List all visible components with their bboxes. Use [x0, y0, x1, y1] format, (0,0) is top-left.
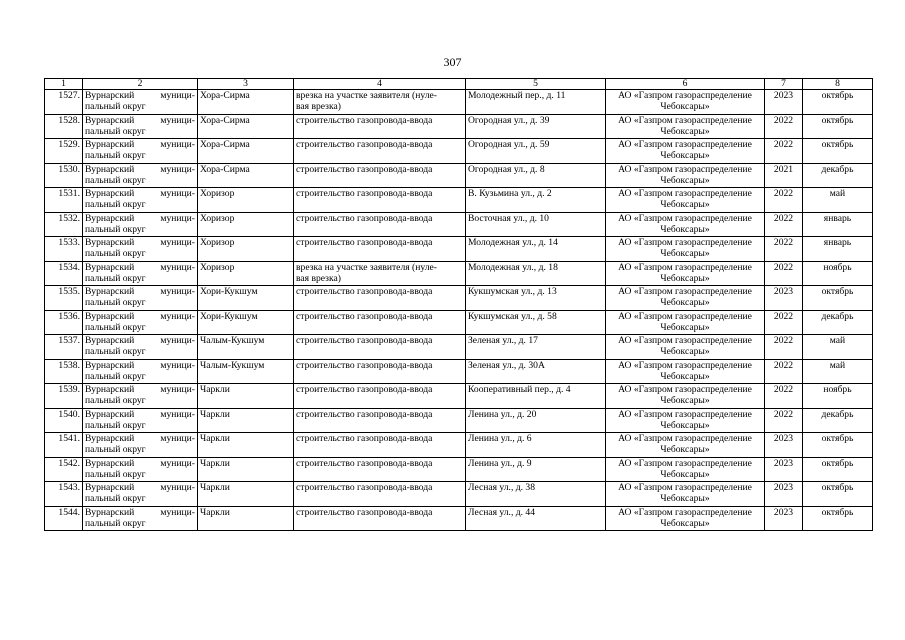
organization-cell: [606, 139, 765, 164]
work-type-line: строительство газопровода-ввода: [296, 506, 433, 518]
district-word: муници-: [160, 90, 195, 101]
table-row: [45, 90, 873, 115]
district-word: Вурнарский: [85, 384, 135, 395]
address-cell: Молодежная ул., д. 14: [466, 237, 606, 262]
year-cell: 2022: [765, 188, 803, 213]
organization-line: АО «Газпром газораспределение: [618, 114, 752, 126]
organization-line: АО «Газпром газораспределение: [618, 384, 752, 395]
work-type-cell: [294, 139, 466, 164]
work-type-cell: [294, 237, 466, 262]
district-word: муници-: [160, 310, 195, 322]
month-cell: ноябрь: [803, 384, 873, 409]
month-cell: декабрь: [803, 310, 873, 335]
month-cell: ноябрь: [803, 261, 873, 286]
locality-cell: Чаркли: [198, 506, 294, 531]
organization-line: АО «Газпром газораспределение: [618, 482, 752, 493]
organization-line: АО «Газпром газораспределение: [618, 335, 752, 346]
organization-line: Чебоксары»: [660, 101, 710, 113]
month-cell: декабрь: [803, 408, 873, 433]
organization-cell: [606, 506, 765, 531]
district-word: Вурнарский: [85, 261, 135, 273]
district-word: Вурнарский: [85, 310, 135, 322]
district-cell: [83, 457, 198, 482]
district-word: Вурнарский: [85, 408, 135, 420]
address-cell: Молодежная ул., д. 18: [466, 261, 606, 286]
table-row: [45, 139, 873, 164]
organization-cell: [606, 90, 765, 115]
organization-cell: [606, 359, 765, 384]
organization-cell: [606, 114, 765, 139]
work-type-line: вая врезка): [296, 101, 341, 113]
work-type-line: строительство газопровода-ввода: [296, 310, 433, 322]
district-cell: [83, 359, 198, 384]
district-cell: [83, 310, 198, 335]
table-body: [45, 79, 873, 531]
address-cell: Лесная ул., д. 38: [466, 482, 606, 507]
header-cell: 2: [83, 79, 198, 90]
month-cell: октябрь: [803, 506, 873, 531]
table-row: [45, 237, 873, 262]
organization-cell: [606, 457, 765, 482]
row-number: 1531.: [45, 188, 83, 213]
district-cell: [83, 384, 198, 409]
district-word: Вурнарский: [85, 114, 135, 126]
work-type-cell: [294, 335, 466, 360]
work-type-line: строительство газопровода-ввода: [296, 212, 433, 224]
organization-line: Чебоксары»: [660, 199, 710, 211]
organization-line: Чебоксары»: [660, 223, 710, 235]
month-cell: май: [803, 188, 873, 213]
address-cell: Зеленая ул., д. 30А: [466, 359, 606, 384]
year-cell: 2022: [765, 212, 803, 237]
district-cell: [83, 114, 198, 139]
district-cell: [83, 482, 198, 507]
work-type-cell: [294, 310, 466, 335]
header-cell: 5: [466, 79, 606, 90]
table-row: [45, 163, 873, 188]
district-cell: [83, 139, 198, 164]
work-type-line: строительство газопровода-ввода: [296, 188, 433, 199]
organization-line: Чебоксары»: [660, 346, 710, 358]
work-type-line: строительство газопровода-ввода: [296, 114, 433, 126]
district-line: пальный округ: [85, 125, 146, 137]
work-type-cell: [294, 212, 466, 237]
district-line: пальный округ: [85, 223, 146, 235]
district-cell: [83, 261, 198, 286]
month-cell: октябрь: [803, 482, 873, 507]
table-row: [45, 408, 873, 433]
header-cell: 8: [803, 79, 873, 90]
organization-line: Чебоксары»: [660, 125, 710, 137]
row-number: 1534.: [45, 261, 83, 286]
organization-line: АО «Газпром газораспределение: [618, 188, 752, 199]
table-row: [45, 384, 873, 409]
row-number: 1540.: [45, 408, 83, 433]
district-line: пальный округ: [85, 517, 146, 529]
organization-line: Чебоксары»: [660, 517, 710, 529]
organization-line: АО «Газпром газораспределение: [618, 359, 752, 371]
address-cell: Кукшумская ул., д. 58: [466, 310, 606, 335]
locality-cell: Хора-Сирма: [198, 90, 294, 115]
organization-cell: [606, 335, 765, 360]
organization-line: АО «Газпром газораспределение: [618, 163, 752, 175]
row-number: 1536.: [45, 310, 83, 335]
locality-cell: Чаркли: [198, 408, 294, 433]
month-cell: январь: [803, 212, 873, 237]
district-line: пальный округ: [85, 248, 146, 260]
row-number: 1528.: [45, 114, 83, 139]
month-cell: октябрь: [803, 114, 873, 139]
month-cell: октябрь: [803, 457, 873, 482]
district-word: муници-: [160, 335, 195, 346]
district-line: пальный округ: [85, 493, 146, 505]
district-line: пальный округ: [85, 444, 146, 456]
address-cell: Кукшумская ул., д. 13: [466, 286, 606, 311]
work-type-cell: [294, 433, 466, 458]
table-row: [45, 506, 873, 531]
organization-line: АО «Газпром газораспределение: [618, 212, 752, 224]
district-word: муници-: [160, 286, 195, 297]
address-cell: Кооперативный пер., д. 4: [466, 384, 606, 409]
district-word: муници-: [160, 457, 195, 469]
row-number: 1537.: [45, 335, 83, 360]
organization-cell: [606, 310, 765, 335]
district-line: пальный округ: [85, 297, 146, 309]
locality-cell: Хора-Сирма: [198, 139, 294, 164]
address-cell: В. Кузьмина ул., д. 2: [466, 188, 606, 213]
locality-cell: Хоризор: [198, 212, 294, 237]
work-type-line: строительство газопровода-ввода: [296, 139, 433, 150]
district-word: Вурнарский: [85, 237, 135, 248]
table-row: [45, 433, 873, 458]
organization-cell: [606, 433, 765, 458]
district-line: пальный округ: [85, 468, 146, 480]
organization-cell: [606, 261, 765, 286]
work-type-cell: [294, 114, 466, 139]
district-cell: [83, 188, 198, 213]
address-cell: Ленина ул., д. 20: [466, 408, 606, 433]
district-word: Вурнарский: [85, 433, 135, 444]
address-cell: Лесная ул., д. 44: [466, 506, 606, 531]
year-cell: 2022: [765, 114, 803, 139]
row-number: 1543.: [45, 482, 83, 507]
work-type-cell: [294, 163, 466, 188]
locality-cell: Чаркли: [198, 482, 294, 507]
district-word: Вурнарский: [85, 90, 135, 101]
header-cell: 7: [765, 79, 803, 90]
organization-cell: [606, 163, 765, 188]
work-type-cell: [294, 457, 466, 482]
month-cell: май: [803, 335, 873, 360]
organization-line: Чебоксары»: [660, 321, 710, 333]
organization-line: Чебоксары»: [660, 297, 710, 309]
organization-cell: [606, 482, 765, 507]
locality-cell: Хора-Сирма: [198, 163, 294, 188]
organization-line: АО «Газпром газораспределение: [618, 310, 752, 322]
header-cell: 3: [198, 79, 294, 90]
locality-cell: Хора-Сирма: [198, 114, 294, 139]
month-cell: декабрь: [803, 163, 873, 188]
organization-line: АО «Газпром газораспределение: [618, 408, 752, 420]
address-cell: Зеленая ул., д. 17: [466, 335, 606, 360]
district-cell: [83, 212, 198, 237]
year-cell: 2023: [765, 90, 803, 115]
work-type-cell: [294, 384, 466, 409]
year-cell: 2022: [765, 310, 803, 335]
row-number: 1532.: [45, 212, 83, 237]
district-word: Вурнарский: [85, 139, 135, 150]
locality-cell: Чаркли: [198, 457, 294, 482]
work-type-line: строительство газопровода-ввода: [296, 482, 433, 493]
row-number: 1544.: [45, 506, 83, 531]
organization-line: Чебоксары»: [660, 419, 710, 431]
organization-line: АО «Газпром газораспределение: [618, 433, 752, 444]
year-cell: 2022: [765, 384, 803, 409]
year-cell: 2023: [765, 433, 803, 458]
district-line: пальный округ: [85, 174, 146, 186]
row-number: 1529.: [45, 139, 83, 164]
work-type-cell: [294, 408, 466, 433]
year-cell: 2022: [765, 408, 803, 433]
district-word: муници-: [160, 359, 195, 371]
district-word: Вурнарский: [85, 188, 135, 199]
organization-cell: [606, 408, 765, 433]
organization-line: АО «Газпром газораспределение: [618, 237, 752, 248]
month-cell: октябрь: [803, 139, 873, 164]
row-number: 1538.: [45, 359, 83, 384]
work-type-line: строительство газопровода-ввода: [296, 335, 433, 346]
work-type-cell: [294, 506, 466, 531]
header-cell: 1: [45, 79, 83, 90]
district-line: пальный округ: [85, 370, 146, 382]
work-type-line: строительство газопровода-ввода: [296, 237, 433, 248]
locality-cell: Чаркли: [198, 433, 294, 458]
district-word: Вурнарский: [85, 359, 135, 371]
organization-cell: [606, 384, 765, 409]
district-line: пальный округ: [85, 199, 146, 211]
year-cell: 2022: [765, 139, 803, 164]
organization-cell: [606, 237, 765, 262]
district-cell: [83, 433, 198, 458]
work-type-line: строительство газопровода-ввода: [296, 408, 433, 420]
work-type-line: строительство газопровода-ввода: [296, 457, 433, 469]
organization-line: Чебоксары»: [660, 468, 710, 480]
district-line: пальный округ: [85, 346, 146, 358]
district-word: Вурнарский: [85, 286, 135, 297]
organization-line: АО «Газпром газораспределение: [618, 90, 752, 101]
district-word: Вурнарский: [85, 482, 135, 493]
address-cell: Молодежный пер., д. 11: [466, 90, 606, 115]
table-row: [45, 261, 873, 286]
row-number: 1535.: [45, 286, 83, 311]
organization-line: АО «Газпром газораспределение: [618, 457, 752, 469]
year-cell: 2023: [765, 506, 803, 531]
locality-cell: Хоризор: [198, 261, 294, 286]
table-row: [45, 114, 873, 139]
district-cell: [83, 286, 198, 311]
district-word: Вурнарский: [85, 335, 135, 346]
district-cell: [83, 90, 198, 115]
month-cell: октябрь: [803, 90, 873, 115]
work-type-cell: [294, 359, 466, 384]
work-type-cell: [294, 482, 466, 507]
locality-cell: Чаркли: [198, 384, 294, 409]
row-number: 1530.: [45, 163, 83, 188]
year-cell: 2023: [765, 286, 803, 311]
table-row: [45, 335, 873, 360]
address-cell: Ленина ул., д. 6: [466, 433, 606, 458]
district-line: пальный округ: [85, 150, 146, 162]
district-word: муници-: [160, 384, 195, 395]
organization-line: Чебоксары»: [660, 272, 710, 284]
organization-line: Чебоксары»: [660, 395, 710, 407]
address-cell: Огородная ул., д. 8: [466, 163, 606, 188]
organization-line: Чебоксары»: [660, 248, 710, 260]
district-word: муници-: [160, 482, 195, 493]
district-line: пальный округ: [85, 272, 146, 284]
row-number: 1542.: [45, 457, 83, 482]
organization-cell: [606, 212, 765, 237]
year-cell: 2022: [765, 261, 803, 286]
address-cell: Огородная ул., д. 39: [466, 114, 606, 139]
table-row: [45, 212, 873, 237]
district-cell: [83, 335, 198, 360]
district-cell: [83, 163, 198, 188]
table-row: [45, 286, 873, 311]
district-word: Вурнарский: [85, 457, 135, 469]
page-number: 307: [443, 55, 462, 69]
table-row: [45, 457, 873, 482]
row-number: 1533.: [45, 237, 83, 262]
work-type-line: врезка на участке заявителя (нуле-: [296, 90, 437, 101]
work-type-line: строительство газопровода-ввода: [296, 359, 433, 371]
year-cell: 2022: [765, 237, 803, 262]
organization-line: АО «Газпром газораспределение: [618, 139, 752, 150]
document-table: [44, 78, 873, 531]
organization-line: АО «Газпром газораспределение: [618, 506, 752, 518]
header-cell: 6: [606, 79, 765, 90]
district-word: муници-: [160, 237, 195, 248]
address-cell: Ленина ул., д. 9: [466, 457, 606, 482]
locality-cell: Хори-Кукшум: [198, 310, 294, 335]
district-cell: [83, 408, 198, 433]
work-type-line: врезка на участке заявителя (нуле-: [296, 261, 437, 273]
district-word: муници-: [160, 188, 195, 199]
header-row: [45, 79, 873, 90]
locality-cell: Хоризор: [198, 188, 294, 213]
district-word: муници-: [160, 139, 195, 150]
table-row: [45, 359, 873, 384]
district-line: пальный округ: [85, 101, 146, 113]
organization-line: Чебоксары»: [660, 493, 710, 505]
row-number: 1527.: [45, 90, 83, 115]
work-type-cell: [294, 261, 466, 286]
address-cell: Огородная ул., д. 59: [466, 139, 606, 164]
row-number: 1541.: [45, 433, 83, 458]
work-type-line: строительство газопровода-ввода: [296, 433, 433, 444]
organization-line: Чебоксары»: [660, 150, 710, 162]
year-cell: 2023: [765, 482, 803, 507]
month-cell: май: [803, 359, 873, 384]
year-cell: 2023: [765, 457, 803, 482]
district-word: муници-: [160, 261, 195, 273]
year-cell: 2022: [765, 359, 803, 384]
month-cell: октябрь: [803, 286, 873, 311]
locality-cell: Хори-Кукшум: [198, 286, 294, 311]
district-line: пальный округ: [85, 395, 146, 407]
district-line: пальный округ: [85, 321, 146, 333]
organization-line: АО «Газпром газораспределение: [618, 286, 752, 297]
organization-line: Чебоксары»: [660, 370, 710, 382]
table-row: [45, 188, 873, 213]
header-cell: 4: [294, 79, 466, 90]
organization-cell: [606, 286, 765, 311]
district-word: муници-: [160, 114, 195, 126]
district-word: Вурнарский: [85, 506, 135, 518]
work-type-cell: [294, 286, 466, 311]
district-cell: [83, 237, 198, 262]
work-type-line: строительство газопровода-ввода: [296, 286, 433, 297]
work-type-line: строительство газопровода-ввода: [296, 384, 433, 395]
organization-line: Чебоксары»: [660, 174, 710, 186]
district-word: муници-: [160, 506, 195, 518]
district-word: Вурнарский: [85, 212, 135, 224]
row-number: 1539.: [45, 384, 83, 409]
district-word: муници-: [160, 163, 195, 175]
table-row: [45, 482, 873, 507]
month-cell: январь: [803, 237, 873, 262]
year-cell: 2021: [765, 163, 803, 188]
month-cell: октябрь: [803, 433, 873, 458]
work-type-cell: [294, 188, 466, 213]
organization-cell: [606, 188, 765, 213]
organization-line: АО «Газпром газораспределение: [618, 261, 752, 273]
locality-cell: Хоризор: [198, 237, 294, 262]
district-word: муници-: [160, 212, 195, 224]
district-word: муници-: [160, 433, 195, 444]
locality-cell: Чалым-Кукшум: [198, 335, 294, 360]
year-cell: 2022: [765, 335, 803, 360]
work-type-line: строительство газопровода-ввода: [296, 163, 433, 175]
organization-line: Чебоксары»: [660, 444, 710, 456]
work-type-cell: [294, 90, 466, 115]
district-cell: [83, 506, 198, 531]
district-line: пальный округ: [85, 419, 146, 431]
address-cell: Восточная ул., д. 10: [466, 212, 606, 237]
work-type-line: вая врезка): [296, 272, 341, 284]
locality-cell: Чалым-Кукшум: [198, 359, 294, 384]
district-word: Вурнарский: [85, 163, 135, 175]
table-row: [45, 310, 873, 335]
district-word: муници-: [160, 408, 195, 420]
